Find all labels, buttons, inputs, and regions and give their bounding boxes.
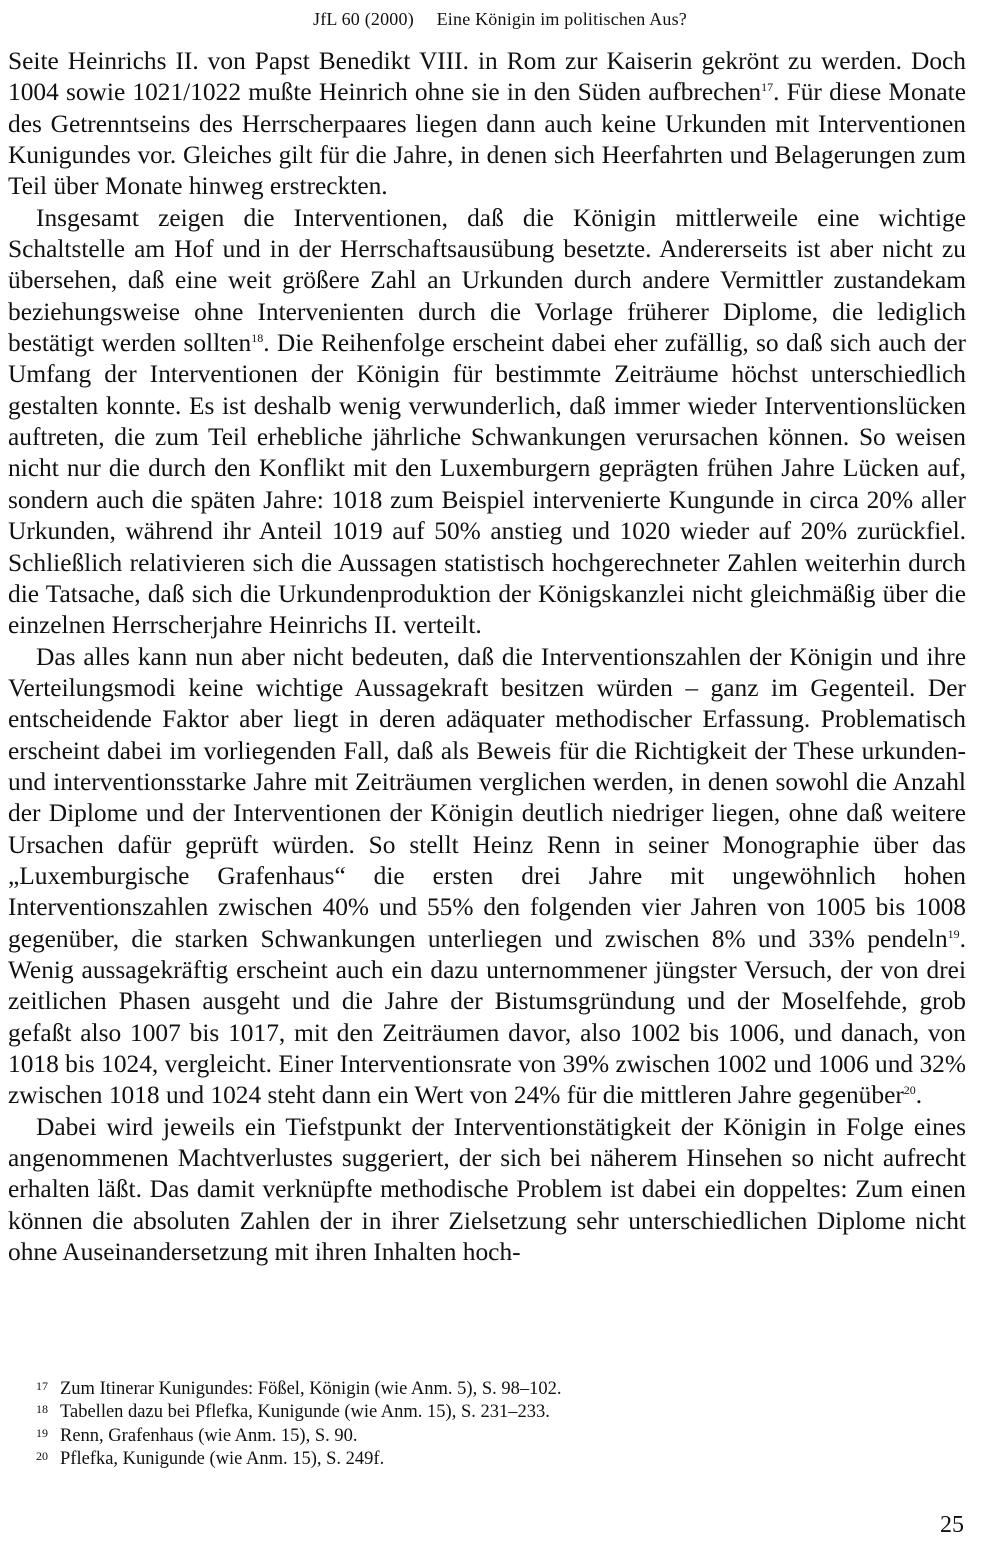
footnote-ref-17[interactable]: 17 — [761, 80, 774, 95]
footnote — [36, 1401, 966, 1424]
text-segment: . — [915, 1081, 923, 1110]
footnote — [36, 1378, 966, 1401]
footnote-ref-19[interactable]: 19 — [947, 926, 960, 941]
footnote-text: Tabellen dazu bei Pflefka, Kunigunde (wie Anm. 15), S. 231–233. — [60, 1402, 550, 1423]
text-segment: Das alles kann nun aber nicht bedeuten, daß die Interventionszahlen der Königin und ihre Verteilungsmodi keine wichtige Aussagekraft besitzen würden – ganz im Gegenteil. Der entscheidende Faktor aber liegt in deren adäquater methodischer Erfassung. Problematisch erscheint dabei im vorliegenden Fall, daß als Beweis für die Richtigkeit der These urkunden- und interventionsstarke Jahre mit Zeiträumen verglichen werden, in denen sowohl die Anzahl der Diplome und der Interventionen der Königin deutlich niedriger liegen, ohne daß weitere Ursachen dafür geprüft würden. So stellt Heinz Renn in seiner Monographie über das „Luxemburgische Grafenhaus“ die ersten drei Jahre mit ungewöhnlich hohen Interventionszahlen zwischen 40% und 55% den folgenden vier Jahren von 1005 bis 1008 gegenüber, die starken Schwankungen unterliegen und zwischen 8% und 33% pendeln — [8, 642, 966, 953]
text-segment: . Für diese Monate des Getrenntseins des Herrscherpaares liegen dann auch keine Urkunden mit Interventionen Kunigundes vor. Gleiches gilt für die Jahre, in denen sich Heerfahrten und Belagerungen zum Teil über Monate hinweg erstreckten. — [8, 78, 966, 201]
paragraph-1 — [8, 46, 966, 203]
page-number: 25 — [940, 1512, 964, 1538]
body-text — [8, 46, 966, 1268]
text-segment: Insgesamt zeigen die Interventionen, daß die Königin mittlerweile eine wichtige Schaltstelle am Hof und in der Herrschaftsausübung besetzte. Andererseits ist aber nicht zu übersehen, daß eine weit größere Zahl an Urkunden durch andere Vermittler zustandekam beziehungsweise ohne Intervenienten durch die Vorlage früherer Diplome, die lediglich bestätigt werden sollten — [8, 203, 966, 358]
text-segment: . Die Reihenfolge erscheint dabei eher zufällig, so daß sich auch der Umfang der Interventionen der Königin für bestimmte Zeiträume höchst unterschiedlich gestalten konnte. Es ist deshalb wenig verwunderlich, daß immer wieder Interventionslücken auftreten, die zum Teil erhebliche jährliche Schwankungen verursachen können. So weisen nicht nur die durch den Konflikt mit den Luxemburgern geprägten frühen Jahre Lücken auf, sondern auch die späten Jahre: 1018 zum Beispiel intervenierte Kungunde in circa 20% aller Urkunden, während ihr Anteil 1019 auf 50% anstieg und 1020 wieder auf 20% zurückfiel. Schließlich relativieren sich die Aussagen statistisch hochgerechneter Zahlen weiterhin durch die Tatsache, daß sich die Urkundenproduktion der Königskanzlei nicht gleichmäßig über die einzelnen Herrscherjahre Heinrichs II. verteilt. — [8, 329, 966, 640]
footnote-ref-18[interactable]: 18 — [251, 331, 264, 346]
text-segment: . Wenig aussagekräftig erscheint auch ein dazu unternommener jüngster Versuch, der von drei zeitlichen Phasen ausgeht und die Jahre der Bistumsgründung und der Moselfehde, grob gefaßt also 1007 bis 1017, mit den Zeiträumen davor, also 1002 bis 1006, und danach, von 1018 bis 1024, vergleicht. Einer Interventionsrate von 39% zwischen 1002 und 1006 und 32% zwischen 1018 und 1024 steht dann ein Wert von 24% für die mittleren Jahre gegenüber — [8, 924, 966, 1110]
footnote-text: Renn, Grafenhaus (wie Anm. 15), S. 90. — [60, 1425, 358, 1446]
text-segment: Dabei wird jeweils ein Tiefstpunkt der Interventionstätigkeit der Königin in Folge eines angenommenen Machtverlustes suggeriert, der sich bei näherem Hinsehen so nicht aufrecht erhalten läßt. Das damit verknüpfte methodische Problem ist dabei ein doppeltes: Zum einen können die absoluten Zahlen der in ihrer Zielsetzung sehr unterschiedlichen Diplome nicht ohne Auseinandersetzung mit ihren Inhalten hoch- — [8, 1112, 966, 1267]
footnote-number: 19 — [36, 1425, 48, 1440]
text-segment: Seite Heinrichs II. von Papst Benedikt VIII. in Rom zur Kaiserin gekrönt zu werden. Doch 1004 sowie 1021/1022 mußte Heinrich ohne sie in den Süden aufbrechen — [8, 47, 966, 107]
footnote — [36, 1425, 966, 1448]
footnote-text: Zum Itinerar Kunigundes: Fößel, Königin (wie Anm. 5), S. 98–102. — [60, 1379, 562, 1399]
footnote — [36, 1448, 966, 1471]
footnote-number: 17 — [36, 1379, 48, 1393]
footnotes — [36, 1378, 966, 1471]
footnote-number: 20 — [36, 1448, 48, 1463]
paragraph-3 — [8, 642, 966, 1112]
footnote-text: Pflefka, Kunigunde (wie Anm. 15), S. 249f. — [60, 1448, 385, 1469]
article-title: Eine Königin im politischen Aus? — [436, 9, 687, 29]
journal-citation: JfL 60 (2000) — [312, 9, 414, 29]
running-head — [0, 9, 1000, 30]
footnote-number: 18 — [36, 1402, 48, 1417]
paragraph-4 — [8, 1112, 966, 1269]
footnote-ref-20[interactable]: 20 — [903, 1083, 916, 1098]
paragraph-2 — [8, 203, 966, 642]
